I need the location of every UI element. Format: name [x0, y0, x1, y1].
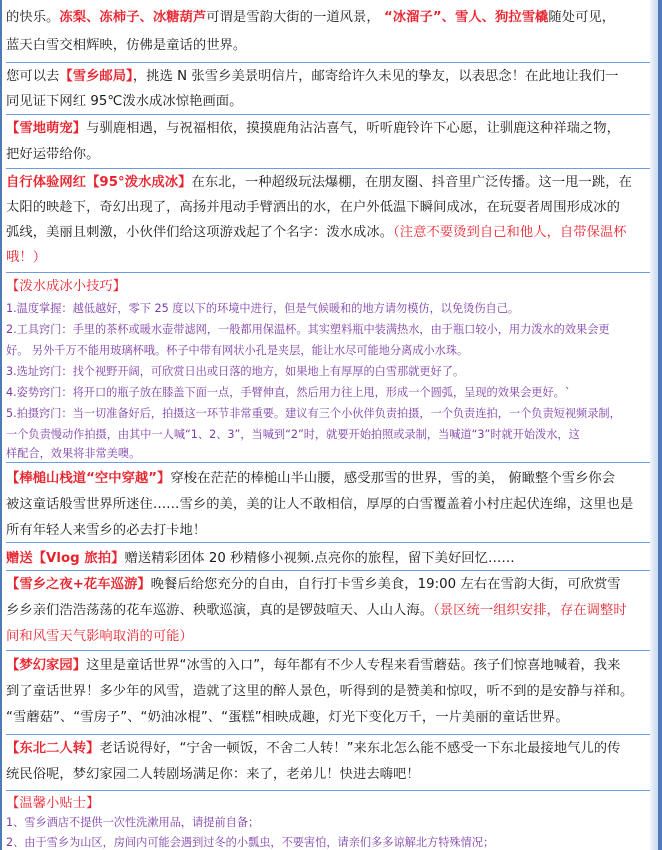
tip-line: 3.选址窍门：找个视野开阔，可欣赏日出或日落的地方，如果地上有厚厚的白雪那就更好了。: [6, 365, 465, 378]
body-text: 老话说得好，“宁舍一顿饭，不舍二人转！”来东北怎么能不感受一下东北最接地气儿的传: [99, 741, 621, 756]
body-text: 赠送精彩团体 20 秒精修小视频.点亮你的旅程，留下美好回忆……: [124, 551, 515, 566]
errenzhuan-line-1: [6, 737, 621, 756]
splash-ice-line-4: 哦！）: [6, 250, 47, 265]
itinerary-page: [2, 0, 658, 850]
highlight-text: 【东北二人转】: [6, 741, 100, 756]
page-edge-shadow: [650, 0, 658, 850]
tip-line: 2.工具窍门：手里的茶杯或暖水壶带滤网，一般都用保温杯。其实塑料瓶中装满热水，由于瓶口较小，用力泼水的效果会更: [6, 323, 610, 336]
dream-home-line-2: 到了童话世界！多少年的风雪，造就了这里的醉人景色，听得到的是赞美和惊叹，听不到的是安静与祥和。: [6, 684, 634, 699]
plank-trail-line-1: [6, 467, 615, 486]
highlight-text: 赠送【Vlog 旅拍】: [6, 551, 125, 566]
plank-trail-line-3: 所有年轻人来雪乡的必去打卡地！: [6, 523, 207, 538]
highlight-text: 【棒槌山栈道“空中穿越”】: [6, 471, 171, 486]
splash-ice-line-2: 太阳的映趁下，奇幻出现了，高扬并甩动手臂洒出的水，在户外低温下瞬间成冰，在玩耍者周围形成冰的: [6, 200, 620, 215]
warning-text: （景区统一组织安排，存在调整时: [433, 603, 627, 618]
reindeer-paragraph: [6, 114, 658, 169]
intro-paragraph: [6, 0, 658, 63]
post-office-paragraph: [6, 62, 658, 115]
errenzhuan-paragraph: [6, 734, 658, 791]
body-text: 的快乐。: [6, 10, 60, 25]
errenzhuan-line-2: 统民俗呢，梦幻家园二人转剧场满足你：来了，老弟儿！快进去嗨吧！: [6, 767, 420, 782]
body-text: ，挑选 N 张雪乡美景明信片，邮寄给许久未见的挚友，以表思念！在此地让我们一: [132, 69, 619, 84]
dream-home-line-1: [6, 654, 621, 673]
tip-line: 4.姿势窍门：将开口的瓶子放在膝盖下面一点，手臂伸直，然后用力往上甩，形成一个圆弧，呈现的效果会更好。`: [6, 386, 571, 399]
night-parade-paragraph: [6, 570, 658, 651]
splash-tips-title: 【泼水成冰小技巧】: [6, 279, 127, 294]
post-office-line-2: 同见证下网红 95℃泼水成冰惊艳画面。: [6, 94, 243, 109]
dream-home-paragraph: [6, 650, 658, 735]
notice-line: 1、雪乡酒店不提供一次性洗漱用品，请提前自备；: [6, 816, 260, 829]
tip-line: 一个负责慢动作拍摄，由其中一人喊“1、2、3”，当喊到“2”时，就要开始拍照或录制，当喊道“3”时就开始泼水，这: [6, 428, 580, 441]
splash-ice-line-3: [6, 221, 627, 240]
night-parade-line-1: [6, 573, 621, 592]
vlog-paragraph: [6, 542, 658, 571]
reindeer-line-1: [6, 117, 620, 136]
tip-line: 样配合，效果将非常美噢。: [6, 447, 141, 460]
plank-trail-line-2: 被这童话般雪世界所迷住……雪乡的美，美的让人不敢相信，厚厚的白雪覆盖着小村庄起伏连绵，这里也是: [6, 497, 634, 512]
splash-ice-paragraph: [6, 168, 658, 273]
body-text: 您可以去: [6, 69, 60, 84]
body-text: 晚餐后给您充分的自由，自行打卡雪乡美食，19:00 左右在雪韵大街，可欣赏雪: [150, 577, 621, 592]
reindeer-line-2: 把好运带给你。: [6, 147, 100, 162]
highlight-text: “冰溜子”、雪人、狗拉雪橇: [384, 10, 549, 25]
body-text: 穿梭在茫茫的棒槌山半山腰，感受那雪的世界，雪的美， 俯瞰整个雪乡你会: [170, 471, 616, 486]
notice-line: 2、由于雪乡为山区，房间内可能会遇到过冬的小瓢虫，不要害怕，请亲们多多谅解北方特殊情况；: [6, 836, 495, 849]
intro-line-1: [6, 6, 615, 25]
body-text: 弧线，美丽且刺激，小伙伴们给这项游戏起了个名字：泼水成冰。: [6, 225, 394, 240]
warning-text: （注意不要烫到自己和他人，自带保温杯: [393, 225, 627, 240]
body-text: 与驯鹿相遇，与祝福相依，摸摸鹿角沾沾喜气，听听鹿铃许下心愿，让驯鹿这种祥瑞之物，: [86, 121, 620, 136]
dream-home-line-3: “雪蘑菇”、“雪房子”、“奶油冰棍”、“蛋糕”相映成趣，灯光下变化万千，一片美丽的童话世界。: [6, 710, 569, 725]
highlight-text: 【雪乡邮局】: [59, 69, 133, 84]
highlight-text: 【雪乡之夜+花车巡游】: [6, 577, 151, 592]
highlight-text: 自行体验网红【95°泼水成冰】: [6, 175, 192, 190]
body-text: 这里是童话世界“冰雪的入口”，每年都有不少人专程来看雪蘑菇。孩子们惊喜地喊着，我来: [86, 658, 621, 673]
body-text: 可谓是雪韵大街的一道风景，: [206, 10, 385, 25]
body-text: 在东北，一种超级玩法爆棚，在朋友圈、抖音里广泛传播。这一甩一跳，在: [191, 175, 632, 190]
plank-trail-paragraph: [6, 462, 658, 543]
tip-line: 好。 另外千万不能用玻璃杯哦。杯子中带有网状小孔是夹层，能让水尽可能地分离成小水珠。: [6, 344, 469, 357]
highlight-text: 【梦幻家园】: [6, 658, 87, 673]
body-text: 随处可见，: [548, 10, 616, 25]
tip-line: 1.温度掌握：越低越好，零下 25 度以下的环境中进行，但是气候暖和的地方请勿模仿，以免烫伤自己。: [6, 302, 520, 315]
highlight-text: 冻梨、冻柿子、冰糖葫芦: [59, 10, 207, 25]
splash-ice-line-1: [6, 171, 632, 190]
notice-title: 【温馨小贴士】: [6, 796, 100, 811]
night-parade-line-3: 间和风雪天气影响取消的可能）: [6, 629, 193, 644]
highlight-text: 【雪地萌宠】: [6, 121, 87, 136]
night-parade-line-2: [6, 599, 627, 618]
tip-line: 5.拍摄窍门：当一切准备好后，拍摄这一环节非常重要。建议有三个小伙伴负责拍摄，一个负责连拍，一个负责短视频录制，: [6, 407, 621, 420]
vlog-line: [6, 547, 515, 566]
splash-tips-section: [6, 272, 658, 463]
post-office-line-1: [6, 65, 619, 84]
intro-line-2: 蓝天白雪交相辉映，仿佛是童话的世界。: [6, 38, 247, 53]
tips-notice-section: [6, 790, 658, 850]
body-text: 乡乡亲们浩浩荡荡的花车巡游、秧歌巡演，真的是锣鼓喧天、人山人海。: [6, 603, 434, 618]
